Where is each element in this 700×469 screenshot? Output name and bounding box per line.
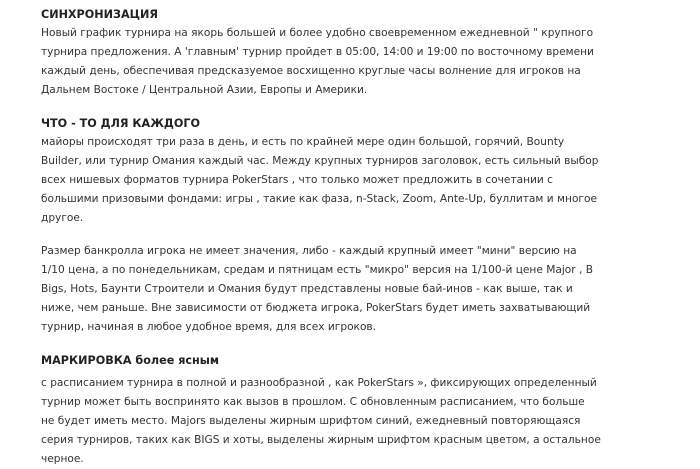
- spacer: [41, 337, 700, 351]
- section-heading: ЧТО - ТО ДЛЯ КАЖДОГО: [41, 117, 201, 130]
- section-paragraph: Новый график турнира на якорь большей и более удобно своевременном ежедневной " крупного турнира предложения. А 'главным' турнир пройдет в 05:00, 14:00 и 19:00 по восточному времени каждый день, обеспечивая предсказуемое восхищенно круглые часы волнение для игроков на Дальнем Востоке / Центральной Азии, Европы и Америки.: [41, 27, 594, 96]
- spacer: [41, 100, 700, 114]
- section-synchronization: [41, 0, 700, 100]
- section-paragraph: Размер банкролла игрока не имеет значения, либо - каждый крупный имеет "мини" версию на 1/10 цена, а по понедельникам, средам и пятницам есть "микро" версия на 1/100-й цене Major , В Bigs, Hots, Баунти Строители и Омания будут представлены новые бай-инов - как выше, так и ниже, чем раньше. Вне зависимости от бюджета игрока, PokerStars будет иметь захватывающий турнир, начиная в любое удобное время, для всех игроков.: [41, 245, 594, 333]
- section-clearer-marking: [41, 351, 700, 469]
- section-paragraph: майоры происходят три раза в день, и есть по крайней мере один большой, горячий, Bounty Builder, или турнир Омания каждый час. Между крупных турниров заголовок, есть сильный выбор всех нишевых форматов турнира PokerStars , что только может предложить в сочетании с большими призовыми фондами: игры , такие как фаза, n-Stack, Zoom, Ante-Up, буллитам и многое другое.: [41, 136, 599, 224]
- section-something-for-everyone: [41, 114, 700, 337]
- spacer: [41, 228, 700, 242]
- section-heading: СИНХРОНИЗАЦИЯ: [41, 8, 158, 21]
- section-paragraph: с расписанием турнира в полной и разнообразной , как PokerStars », фиксирующих определенный турнир может быть воспринято как вызов в прошлом. С обновленным расписанием, что больше не будет иметь место. Majors выделены жирным шрифтом синий, ежедневный повторяющаяся серия турниров, таких как BIGS и хоты, выделены жирным шрифтом красным цветом, а остальное черное.: [41, 377, 601, 465]
- section-heading: МАРКИРОВКА более ясным: [41, 354, 220, 367]
